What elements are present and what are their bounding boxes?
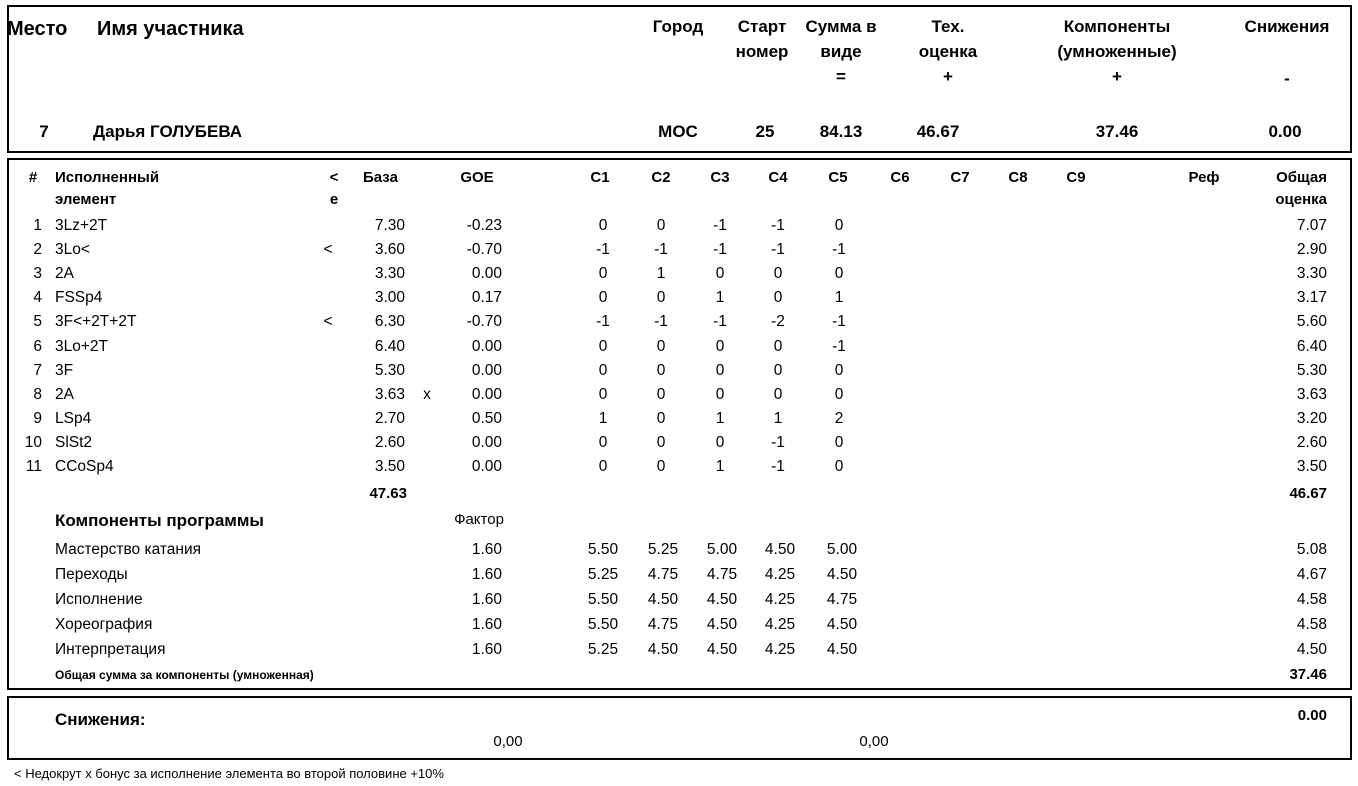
element-judge-1-mark: 1 xyxy=(598,409,608,427)
col-judge-2: C2 xyxy=(651,169,671,186)
col-judge-5: C5 xyxy=(828,169,848,186)
components-total-label: Общая сумма за компоненты (умноженная) xyxy=(55,668,314,682)
tech-header-line1: Тех. xyxy=(931,17,965,36)
col-info-line1: < xyxy=(329,169,339,186)
element-number: 9 xyxy=(33,409,42,427)
element-code: FSSp4 xyxy=(55,289,103,307)
component-judge-3-mark: 4.75 xyxy=(706,566,738,583)
component-judge-4-mark: 4.25 xyxy=(764,616,796,633)
element-judge-4-mark: 1 xyxy=(773,409,783,427)
sum-header-sign: = xyxy=(836,67,846,86)
element-number: 11 xyxy=(25,458,42,475)
component-judge-5-mark: 4.50 xyxy=(826,641,858,658)
component-factor: 1.60 xyxy=(471,541,502,558)
component-judge-1-mark: 5.50 xyxy=(587,616,619,633)
component-judge-2-mark: 5.25 xyxy=(647,541,679,558)
comp-header-line2: (умноженные) xyxy=(1057,42,1177,61)
element-base-value: 6.40 xyxy=(374,337,405,355)
element-goe: -0.23 xyxy=(466,217,502,234)
element-number: 3 xyxy=(33,265,42,283)
component-judge-3-mark: 4.50 xyxy=(706,616,738,633)
element-number: 7 xyxy=(33,361,42,379)
element-judge-2-mark: 0 xyxy=(656,409,666,427)
element-judge-2-mark: -1 xyxy=(654,241,668,259)
element-judge-5-mark: 0 xyxy=(834,361,844,379)
component-judge-2-mark: 4.75 xyxy=(647,616,679,633)
element-goe: 0.00 xyxy=(471,337,502,355)
element-judge-1-mark: 0 xyxy=(598,289,608,307)
element-judge-2-mark: 0 xyxy=(656,337,666,355)
component-judge-4-mark: 4.50 xyxy=(764,541,796,558)
component-judge-3-mark: 5.00 xyxy=(706,541,738,558)
component-judge-1-mark: 5.50 xyxy=(587,541,619,558)
element-number: 10 xyxy=(24,433,42,451)
element-judge-5-mark: 0 xyxy=(834,433,844,451)
element-goe: 0.00 xyxy=(471,385,502,403)
element-judge-5-mark: 0 xyxy=(834,385,844,403)
element-number: 6 xyxy=(33,337,42,355)
elements-base-total: 47.63 xyxy=(369,485,407,502)
element-number: 4 xyxy=(33,289,42,307)
component-judge-5-mark: 4.50 xyxy=(826,616,858,633)
element-code: SlSt2 xyxy=(55,433,93,451)
component-judge-1-mark: 5.50 xyxy=(587,591,619,608)
element-code: 3Lo< xyxy=(55,241,90,259)
col-judge-8: C8 xyxy=(1008,169,1028,186)
element-number: 1 xyxy=(33,217,42,234)
element-score: 3.50 xyxy=(1296,458,1327,475)
element-base-value: 2.70 xyxy=(374,409,405,427)
element-number: 5 xyxy=(33,313,42,331)
element-judge-3-mark: 0 xyxy=(715,433,725,451)
element-base-value: 2.60 xyxy=(374,433,405,451)
element-score: 3.30 xyxy=(1296,265,1327,283)
col-judge-6: C6 xyxy=(890,169,910,186)
element-judge-4-mark: -1 xyxy=(771,433,785,451)
element-score: 5.30 xyxy=(1296,361,1327,379)
element-judge-2-mark: 0 xyxy=(656,433,666,451)
element-judge-5-mark: -1 xyxy=(832,337,846,355)
component-factor: 1.60 xyxy=(471,566,502,583)
col-num: # xyxy=(28,169,38,186)
element-judge-2-mark: 0 xyxy=(656,385,666,403)
element-goe: 0.00 xyxy=(471,458,502,475)
element-judge-4-mark: -1 xyxy=(771,217,785,234)
skater-total-score: 84.13 xyxy=(819,122,863,141)
component-name: Исполнение xyxy=(55,591,143,608)
element-score: 6.40 xyxy=(1296,337,1327,355)
element-judge-3-mark: -1 xyxy=(713,217,727,234)
element-base-value: 5.30 xyxy=(374,361,405,379)
element-goe: 0.00 xyxy=(471,265,502,283)
component-name: Интерпретация xyxy=(55,641,166,658)
sum-header-line1: Сумма в xyxy=(805,17,877,36)
col-score-line1: Общая xyxy=(1276,169,1327,186)
element-judge-1-mark: 0 xyxy=(598,337,608,355)
element-goe: -0.70 xyxy=(466,241,502,259)
factor-header: Фактор xyxy=(454,511,504,528)
element-code: 3F xyxy=(55,361,74,379)
element-goe: 0.17 xyxy=(471,289,502,307)
skater-place: 7 xyxy=(39,122,49,141)
component-judge-3-mark: 4.50 xyxy=(706,591,738,608)
element-code: 3Lo+2T xyxy=(55,337,109,355)
component-judge-4-mark: 4.25 xyxy=(764,566,796,583)
element-base-value: 3.30 xyxy=(374,265,405,283)
skater-header-panel xyxy=(7,5,1352,153)
deductions-total: 0.00 xyxy=(1297,707,1327,724)
col-base: База xyxy=(363,169,398,186)
component-judge-1-mark: 5.25 xyxy=(587,566,619,583)
element-judge-1-mark: -1 xyxy=(596,313,610,331)
element-judge-1-mark: 0 xyxy=(598,458,608,475)
element-judge-1-mark: 0 xyxy=(598,385,608,403)
element-judge-4-mark: 0 xyxy=(773,385,783,403)
tech-header-sign: + xyxy=(943,67,953,86)
col-element-line1: Исполненный xyxy=(55,169,160,186)
element-judge-4-mark: 0 xyxy=(773,265,783,283)
ded-header-sign: - xyxy=(1284,69,1290,88)
element-goe: 0.50 xyxy=(471,409,502,427)
deduction-value-2: 0,00 xyxy=(859,733,889,750)
element-judge-1-mark: 0 xyxy=(598,433,608,451)
component-name: Мастерство катания xyxy=(55,541,202,558)
element-judge-4-mark: -1 xyxy=(771,241,785,259)
element-info: < xyxy=(323,313,333,331)
component-judge-5-mark: 4.50 xyxy=(826,566,858,583)
element-score: 2.60 xyxy=(1296,433,1327,451)
element-judge-5-mark: 1 xyxy=(834,289,844,307)
components-total-value: 37.46 xyxy=(1289,666,1327,683)
element-judge-2-mark: 0 xyxy=(656,217,666,234)
element-code: LSp4 xyxy=(55,409,92,427)
element-judge-5-mark: 2 xyxy=(834,409,844,427)
element-judge-3-mark: 0 xyxy=(715,385,725,403)
element-code: CCoSp4 xyxy=(55,458,114,475)
component-judge-2-mark: 4.50 xyxy=(647,591,679,608)
element-info: < xyxy=(323,241,333,259)
skater-deductions: 0.00 xyxy=(1268,122,1302,141)
col-judge-7: C7 xyxy=(950,169,970,186)
component-name: Хореография xyxy=(55,616,153,633)
col-score-line2: оценка xyxy=(1275,191,1327,208)
element-judge-3-mark: -1 xyxy=(713,241,727,259)
legend-footnote: < Недокрут x бонус за исполнение элемента во второй половине +10% xyxy=(14,766,444,781)
element-judge-5-mark: 0 xyxy=(834,217,844,234)
component-judge-5-mark: 5.00 xyxy=(826,541,858,558)
element-base-value: 3.00 xyxy=(374,289,405,307)
col-goe: GOE xyxy=(460,169,494,186)
elements-panel xyxy=(7,158,1352,690)
element-code: 2A xyxy=(55,265,74,283)
element-base-value: 3.60 xyxy=(374,241,405,259)
elements-score-total: 46.67 xyxy=(1289,485,1327,502)
element-base-value: 3.63 xyxy=(374,385,405,403)
start-header-line1: Старт xyxy=(737,17,787,36)
skater-start-number: 25 xyxy=(755,122,775,141)
city-header: Город xyxy=(652,17,704,36)
element-judge-3-mark: -1 xyxy=(713,313,727,331)
element-goe: 0.00 xyxy=(471,433,502,451)
element-base-value: 7.30 xyxy=(374,217,405,234)
element-judge-4-mark: -1 xyxy=(771,458,785,475)
element-judge-2-mark: 0 xyxy=(656,289,666,307)
deductions-panel xyxy=(7,696,1352,760)
element-judge-1-mark: -1 xyxy=(596,241,610,259)
element-goe: 0.00 xyxy=(471,361,502,379)
deduction-value-1: 0,00 xyxy=(493,733,523,750)
col-judge-9: C9 xyxy=(1066,169,1086,186)
component-judge-2-mark: 4.75 xyxy=(647,566,679,583)
element-judge-4-mark: 0 xyxy=(773,337,783,355)
element-number: 2 xyxy=(33,241,42,259)
element-judge-5-mark: 0 xyxy=(834,265,844,283)
element-judge-3-mark: 0 xyxy=(715,265,725,283)
element-code: 3F<+2T+2T xyxy=(55,313,137,331)
component-score: 4.50 xyxy=(1296,641,1327,658)
component-judge-4-mark: 4.25 xyxy=(764,641,796,658)
element-judge-3-mark: 1 xyxy=(715,458,725,475)
tech-header-line2: оценка xyxy=(918,42,978,61)
element-score: 5.60 xyxy=(1296,313,1327,331)
skater-city: МОС xyxy=(658,122,698,141)
component-score: 4.58 xyxy=(1296,591,1327,608)
component-score: 5.08 xyxy=(1296,541,1327,558)
element-score: 3.20 xyxy=(1296,409,1327,427)
col-judge-4: C4 xyxy=(768,169,788,186)
element-score: 3.17 xyxy=(1296,289,1327,307)
element-code: 3Lz+2T xyxy=(55,217,108,234)
element-code: 2A xyxy=(55,385,74,403)
col-info-line2: e xyxy=(329,191,339,208)
component-judge-4-mark: 4.25 xyxy=(764,591,796,608)
skater-name: Дарья ГОЛУБЕВА xyxy=(93,122,243,141)
component-factor: 1.60 xyxy=(471,641,502,658)
component-score: 4.67 xyxy=(1296,566,1327,583)
element-judge-3-mark: 1 xyxy=(715,409,725,427)
element-base-value: 6.30 xyxy=(374,313,405,331)
place-header: Место xyxy=(7,18,68,40)
element-judge-5-mark: -1 xyxy=(832,313,846,331)
element-judge-4-mark: 0 xyxy=(773,361,783,379)
components-title: Компоненты программы xyxy=(55,511,264,530)
comp-header-sign: + xyxy=(1112,67,1122,86)
element-judge-5-mark: -1 xyxy=(832,241,846,259)
component-score: 4.58 xyxy=(1296,616,1327,633)
skater-component-score: 37.46 xyxy=(1095,122,1139,141)
ded-header: Снижения xyxy=(1244,17,1330,36)
element-judge-2-mark: 0 xyxy=(656,458,666,475)
element-judge-2-mark: -1 xyxy=(654,313,668,331)
element-judge-3-mark: 1 xyxy=(715,289,725,307)
col-element-line2: элемент xyxy=(55,191,117,208)
component-factor: 1.60 xyxy=(471,591,502,608)
col-referee: Реф xyxy=(1188,169,1220,186)
element-judge-1-mark: 0 xyxy=(598,265,608,283)
start-header-line2: номер xyxy=(735,42,789,61)
sum-header-line2: виде xyxy=(820,42,862,61)
element-bonus-marker: x xyxy=(423,385,431,403)
skater-tech-score: 46.67 xyxy=(916,122,960,141)
component-name: Переходы xyxy=(55,566,128,583)
component-judge-3-mark: 4.50 xyxy=(706,641,738,658)
element-judge-3-mark: 0 xyxy=(715,337,725,355)
component-judge-5-mark: 4.75 xyxy=(826,591,858,608)
col-judge-3: C3 xyxy=(710,169,730,186)
component-judge-2-mark: 4.50 xyxy=(647,641,679,658)
element-judge-4-mark: -2 xyxy=(771,313,785,331)
element-judge-3-mark: 0 xyxy=(715,361,725,379)
element-judge-1-mark: 0 xyxy=(598,217,608,234)
element-judge-4-mark: 0 xyxy=(773,289,783,307)
name-header: Имя участника xyxy=(97,18,244,40)
element-judge-1-mark: 0 xyxy=(598,361,608,379)
element-judge-5-mark: 0 xyxy=(834,458,844,475)
element-score: 2.90 xyxy=(1296,241,1327,259)
component-judge-1-mark: 5.25 xyxy=(587,641,619,658)
element-judge-2-mark: 1 xyxy=(656,265,666,283)
deductions-label: Снижения: xyxy=(55,710,146,729)
col-judge-1: C1 xyxy=(590,169,610,186)
element-score: 7.07 xyxy=(1296,217,1327,234)
comp-header-line1: Компоненты xyxy=(1063,17,1171,36)
component-factor: 1.60 xyxy=(471,616,502,633)
element-base-value: 3.50 xyxy=(374,458,405,475)
element-number: 8 xyxy=(33,385,42,403)
element-goe: -0.70 xyxy=(466,313,502,331)
element-judge-2-mark: 0 xyxy=(656,361,666,379)
element-score: 3.63 xyxy=(1296,385,1327,403)
